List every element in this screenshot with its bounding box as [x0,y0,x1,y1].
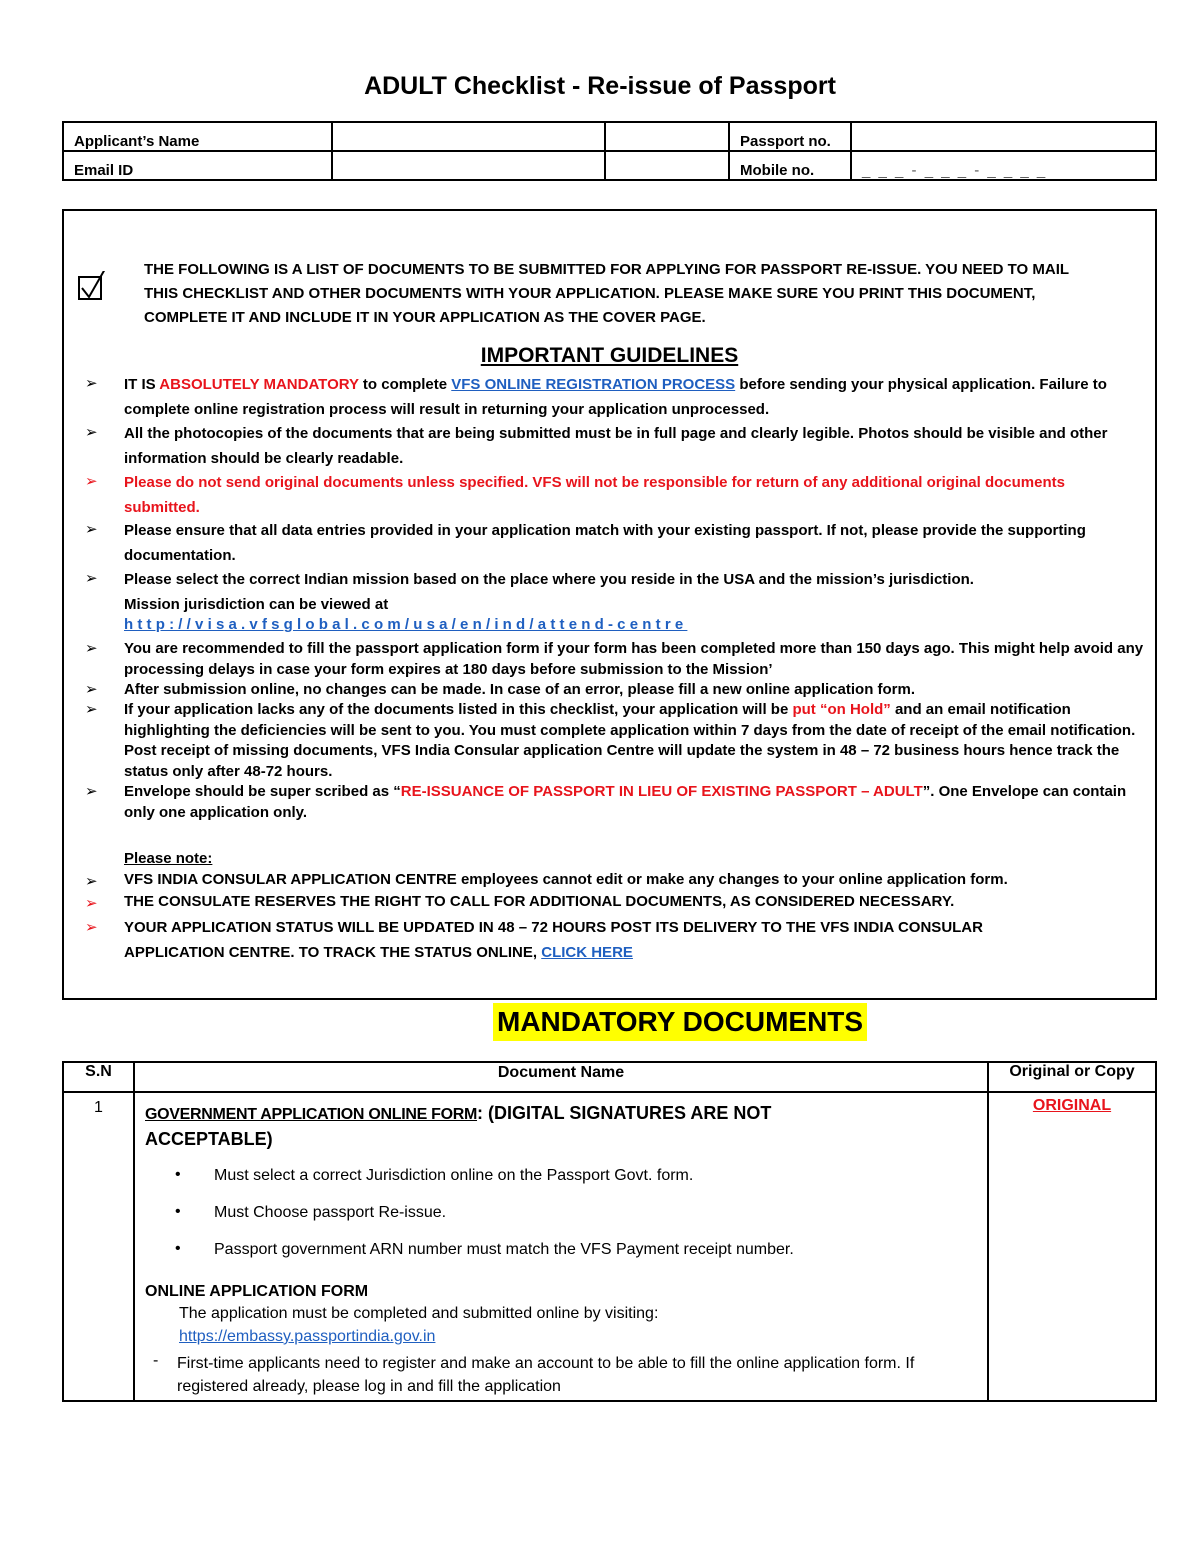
mobile-placeholder: _ _ _ - _ _ _ - _ _ _ _ [862,162,1048,179]
guideline-1 [124,373,1144,422]
note-3-text: YOUR APPLICATION STATUS WILL BE UPDATED IN 48 – 72 HOURS POST ITS DELIVERY TO THE VFS INDIA CONSULAR APPLICATION CENTRE. TO TRACK THE STATUS ONLINE, [124,919,983,961]
online-form-instructions: The application must be completed and submitted online by visiting: [179,1305,659,1322]
mandatory-documents-table [62,1061,1157,1402]
guideline-8-post: and an email notification highlighting the deficiencies will be sent to you. You must complete application within 7 days from the date of receipt of the email notification. Post receipt of missing documents, VFS India Consular application Centre will update the system in 48 – 72 business hours hence track the status only after 48-72 hours. [124,701,1136,780]
vfs-registration-link[interactable]: VFS ONLINE REGISTRATION PROCESS [451,376,736,393]
original-badge: ORIGINAL [1032,1097,1112,1114]
col-header-document-name: Document Name [134,1062,988,1092]
row-sn: 1 [63,1092,134,1401]
dash-bullet-icon: - [153,1352,159,1369]
guideline-3: Please do not send original documents unless specified. VFS will not be responsible for return of any additional original documents submitted. [124,474,1065,516]
arrow-bullet-icon: ➢ [85,895,98,912]
arrow-bullet-icon: ➢ [85,424,98,441]
arrow-bullet-icon: ➢ [85,681,98,698]
page-title: ADULT Checklist - Re-issue of Passport [364,72,836,100]
arrow-bullet-icon: ➢ [85,375,98,392]
guidelines-title: IMPORTANT GUIDELINES [480,344,739,367]
arrow-bullet-icon: ➢ [85,570,98,587]
checkbox-check-icon [78,271,108,301]
please-note-label: Please note: [124,850,213,867]
row-document-name [134,1092,988,1401]
guideline-1-post: before sending your physical application. Failure to complete online registration process will result in returning your application unprocessed. [124,376,1107,418]
applicant-name-label: Applicant’s Name [63,122,332,151]
guideline-1-pre: IT IS [124,376,160,393]
passport-no-label: Passport no. [729,122,851,151]
jurisdiction-url-link[interactable]: http://visa.vfsglobal.com/usa/en/ind/attend-centre [124,616,688,633]
arrow-bullet-icon: ➢ [85,521,98,538]
requirement-2: Must Choose passport Re-issue. [214,1204,447,1221]
applicant-info-table [62,121,1157,181]
requirement-3: Passport government ARN number must match the VFS Payment receipt number. [214,1241,794,1258]
col-header-sn: S.N [63,1062,134,1092]
arrow-bullet-icon: ➢ [85,919,98,936]
passport-india-link[interactable]: https://embassy.passportindia.gov.in [179,1328,436,1345]
guideline-9-pre: Envelope should be super scribed as “ [124,783,401,800]
arrow-bullet-icon: ➢ [85,701,98,718]
note-1: VFS INDIA CONSULAR APPLICATION CENTRE employees cannot edit or make any changes to your online application form. [124,871,1008,888]
email-field-extra[interactable] [605,151,729,180]
guideline-2: All the photocopies of the documents that are being submitted must be in full page and clearly legible. Photos should be visible and other information should be clearly readable. [124,425,1108,467]
applicant-name-field[interactable] [332,122,605,151]
mandatory-documents-title: MANDATORY DOCUMENTS [493,1003,867,1041]
online-application-form-heading: ONLINE APPLICATION FORM [145,1283,369,1300]
email-label: Email ID [63,151,332,180]
guideline-8 [124,700,1144,782]
guideline-1-mid: to complete [358,376,452,393]
guideline-5: Please select the correct Indian mission based on the place where you reside in the USA and the mission’s jurisdiction. Mission jurisdiction can be viewed at [124,571,974,613]
passport-no-field[interactable] [851,122,1156,151]
guideline-9-post: ”. One Envelope can contain only one application only. [124,783,1127,821]
email-field[interactable] [332,151,605,180]
guideline-4: Please ensure that all data entries provided in your application match with your existing passport. If not, please provide the supporting documentation. [124,522,1086,564]
guideline-9-red: RE-ISSUANCE OF PASSPORT IN LIEU OF EXISTING PASSPORT – ADULT [400,783,923,800]
row-original-or-copy [988,1092,1156,1401]
arrow-bullet-icon: ➢ [85,640,98,657]
document-title [145,1101,885,1152]
track-status-link[interactable]: CLICK HERE [541,943,633,961]
bullet-dot-icon: • [175,1240,181,1257]
guidelines-box [62,209,1157,1000]
jurisdiction-url-line [124,616,1144,633]
note-3 [124,916,1074,965]
document-title-rest: : (DIGITAL SIGNATURES ARE NOT ACCEPTABLE) [145,1103,772,1149]
arrow-bullet-icon: ➢ [85,473,98,490]
bullet-dot-icon: • [175,1166,181,1183]
table-row [63,1092,1156,1401]
arrow-bullet-icon: ➢ [85,783,98,800]
guideline-8-red: put “on Hold” [792,701,891,718]
first-time-applicant-note: First-time applicants need to register and make an account to be able to fill the online application form. If registered already, please log in and fill the application [177,1355,915,1395]
col-header-original-or-copy: Original or Copy [988,1062,1156,1092]
document-title-underlined: GOVERNMENT APPLICATION ONLINE FORM [145,1106,478,1123]
guideline-9 [124,782,1154,823]
note-2: THE CONSULATE RESERVES THE RIGHT TO CALL FOR ADDITIONAL DOCUMENTS, AS CONSIDERED NECESSARY. [124,893,955,910]
mobile-label: Mobile no. [729,151,851,180]
guideline-1-red: ABSOLUTELY MANDATORY [159,376,359,393]
guideline-6: You are recommended to fill the passport application form if your form has been completed more than 150 days ago. This might help avoid any processing delays in case your form expires at 180 days before submission to the Mission’ [124,640,1144,678]
requirement-1: Must select a correct Jurisdiction online on the Passport Govt. form. [214,1167,694,1184]
bullet-dot-icon: • [175,1203,181,1220]
arrow-bullet-icon: ➢ [85,873,98,890]
guideline-8-pre: If your application lacks any of the documents listed in this checklist, your application will be [124,701,793,718]
intro-text: THE FOLLOWING IS A LIST OF DOCUMENTS TO BE SUBMITTED FOR APPLYING FOR PASSPORT RE-ISSUE. YOU NEED TO MAIL THIS CHECKLIST AND OTHER DOCUMENTS WITH YOUR APPLICATION. PLEASE MAKE SURE YOU PRINT THIS DOCUMENT, COMPLETE IT AND INCLUDE IT IN YOUR APPLICATION AS THE COVER PAGE. [144,261,1069,326]
guideline-7: After submission online, no changes can be made. In case of an error, please fill a new online application form. [124,681,916,698]
mobile-field[interactable] [851,151,1156,180]
applicant-name-field-extra[interactable] [605,122,729,151]
